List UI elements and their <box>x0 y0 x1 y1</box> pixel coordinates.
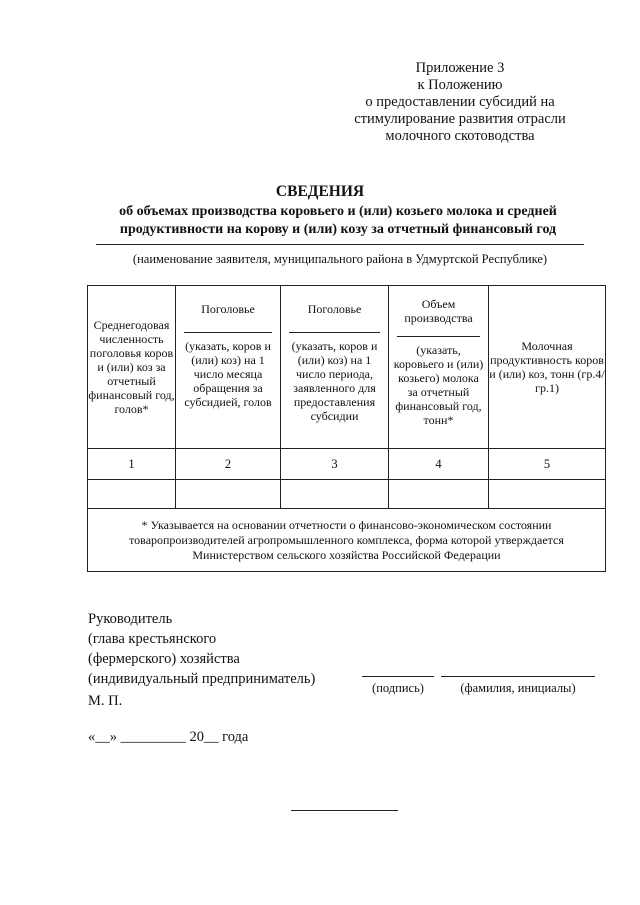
applicant-caption: (наименование заявителя, муниципального района в Удмуртской Республике) <box>132 252 548 266</box>
column-number: 2 <box>176 449 281 480</box>
column-number: 1 <box>88 449 176 480</box>
subtitle-line: продуктивности на корову и (или) козу за отчетный финансовый год <box>119 222 557 237</box>
appendix-line: Приложение 3 <box>415 60 505 76</box>
header-col-3-title: Поголовье <box>307 302 362 316</box>
bottom-divider <box>291 810 398 811</box>
header-col-2-title: Поголовье <box>201 302 255 316</box>
signatory-line: (фермерского) хозяйства <box>88 651 240 667</box>
data-cell[interactable] <box>489 480 606 509</box>
header-col-1: Среднегодовая численность поголовья коров и (или) коз за отчетный финансовый год, голов* <box>88 286 176 449</box>
data-cell[interactable] <box>389 480 489 509</box>
subtitle-line: об объемах производства коровьего и (или) козьего молока и средней <box>119 204 557 219</box>
appendix-line: к Положению <box>417 77 503 93</box>
signature-caption: (подпись) <box>372 681 424 695</box>
data-table <box>87 285 606 572</box>
header-col-5: Молочная продуктивность коров и (или) коз, тонн (гр.4/гр.1) <box>489 286 606 449</box>
signatory-block <box>88 609 315 689</box>
header-col-2-detail: (указать, коров и (или) коз) на 1 число месяца обращения за субсидией, голов <box>184 339 272 409</box>
data-cell[interactable] <box>88 480 176 509</box>
signatory-line: Руководитель <box>88 611 173 627</box>
stamp-place: М. П. <box>88 693 123 709</box>
header-col-4-title: Объем производства <box>404 297 473 325</box>
header-col-4-detail: (указать, коровьего и (или) козьего) молока за отчетный финансовый год, тонн* <box>393 343 484 427</box>
name-line <box>441 676 595 677</box>
header-col-3 <box>281 286 389 449</box>
table-header-row <box>88 286 606 449</box>
appendix-line: стимулирование развития отрасли <box>354 111 566 127</box>
table-note-row <box>88 509 606 572</box>
header-col-2 <box>176 286 281 449</box>
appendix-line: молочного скотоводства <box>385 128 535 144</box>
data-cell[interactable] <box>281 480 389 509</box>
applicant-fill-line <box>96 244 584 245</box>
signatory-line: (индивидуальный предприниматель) <box>88 671 316 687</box>
data-cell[interactable] <box>176 480 281 509</box>
column-number: 3 <box>281 449 389 480</box>
name-caption: (фамилия, инициалы) <box>460 681 576 695</box>
document-title: СВЕДЕНИЯ <box>275 183 365 200</box>
header-col-3-detail: (указать, коров и (или) коз) на 1 число периода, заявленного для предоставления субсидии <box>291 339 378 423</box>
table-footnote: * Указывается на основании отчетности о финансово-экономическом состоянии товаропроизводителей агропромышленного комплекса, форма которой утверждается Министерством сельского хозяйства Российской Федерации <box>88 509 606 572</box>
date-line: «__» _________ 20__ года <box>88 729 249 745</box>
signature-line <box>362 676 434 677</box>
appendix-line: о предоставлении субсидий на <box>365 94 555 110</box>
column-number: 5 <box>489 449 606 480</box>
column-number: 4 <box>389 449 489 480</box>
header-col-4 <box>389 286 489 449</box>
appendix-header <box>330 60 590 145</box>
table-row <box>88 480 606 509</box>
document-subtitle <box>88 203 588 239</box>
signatory-line: (глава крестьянского <box>88 631 217 647</box>
column-number-row <box>88 449 606 480</box>
